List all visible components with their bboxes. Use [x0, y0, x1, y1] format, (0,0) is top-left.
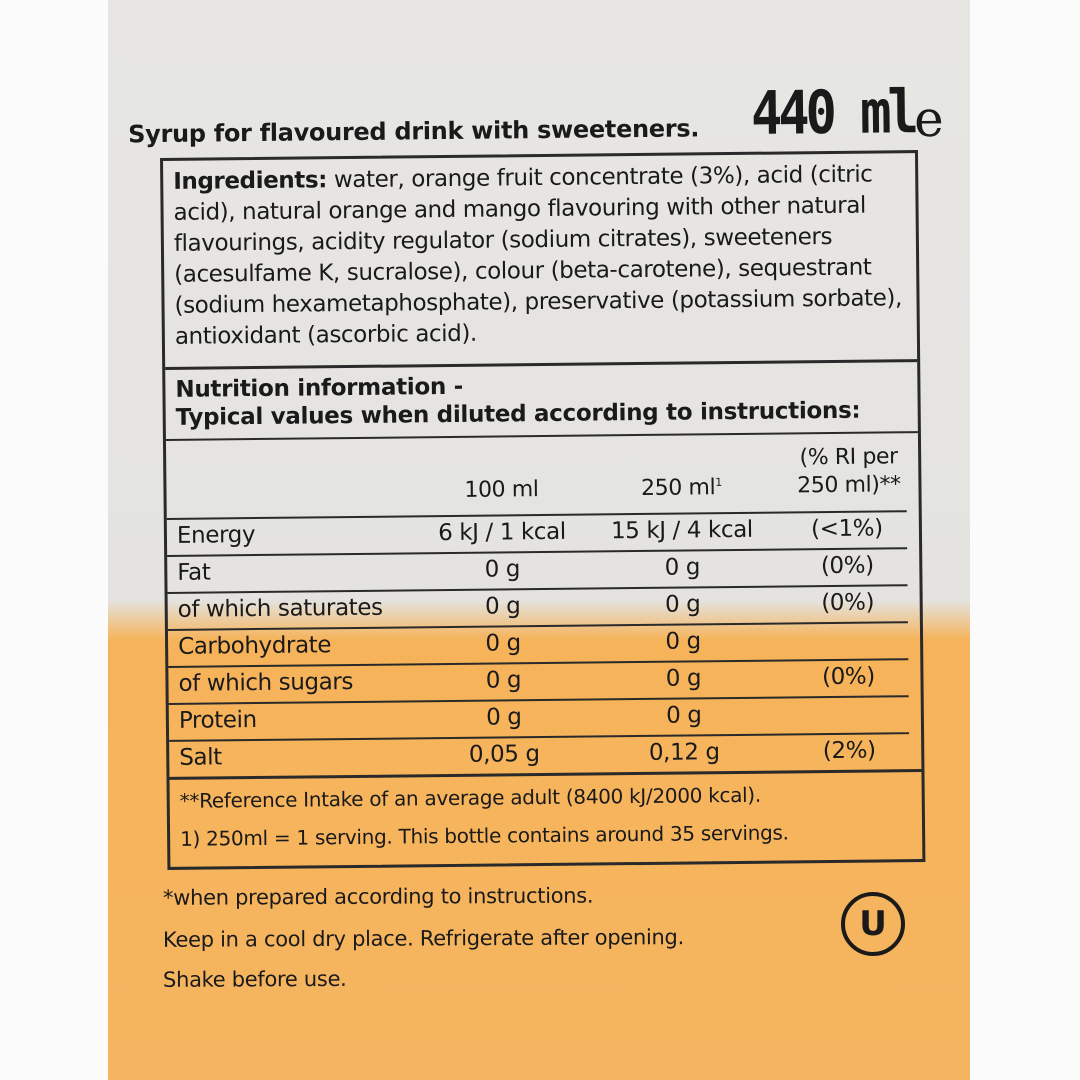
row-value-ri: (0%) — [820, 552, 874, 580]
row-value-100: 6 kJ / 1 kcal — [437, 518, 566, 547]
note-storage: Keep in a cool dry place. Refrigerate after opening. — [162, 925, 684, 952]
row-name: Protein — [178, 707, 257, 734]
headline — [128, 78, 959, 157]
row-value-250: 0 g — [665, 665, 702, 692]
row-name: Fat — [177, 559, 211, 586]
row-value-100: 0 g — [484, 593, 521, 620]
estimated-sign: e — [913, 89, 944, 149]
row-value-ri: (<1%) — [810, 515, 883, 543]
row-value-100: 0 g — [485, 667, 522, 694]
row-value-250: 15 kJ / 4 kcal — [610, 516, 753, 545]
kosher-u-icon: U — [841, 892, 905, 956]
info-panel — [160, 150, 925, 870]
divider — [166, 431, 918, 441]
col-header-ri-line1: (% RI per — [799, 444, 898, 471]
row-value-250: 0 g — [665, 628, 701, 655]
nutrition-title — [175, 368, 916, 432]
row-name: of which saturates — [177, 594, 383, 623]
note-prepared: *when prepared according to instructions. — [162, 883, 594, 910]
col-header-250ml — [606, 475, 756, 502]
row-value-ri: (2%) — [822, 737, 876, 765]
note-shake: Shake before use. — [162, 966, 347, 992]
row-value-250: 0 g — [664, 554, 701, 581]
row-value-ri — [798, 626, 898, 627]
row-value-250: 0 g — [664, 591, 701, 618]
row-value-250: 0 g — [666, 702, 702, 729]
ingredients-heading: Ingredients: — [173, 167, 328, 195]
row-value-100: 0 g — [486, 704, 522, 731]
col-header-ri — [791, 443, 907, 500]
volume: 440 ml — [750, 78, 916, 149]
bottle-label — [108, 0, 970, 1080]
nutrition-title-line2: Typical values when diluted according to instructions: — [175, 397, 861, 431]
col-header-100ml: 100 ml — [464, 477, 539, 503]
ingredients-text: water, orange fruit concentrate (3%), acid (citric acid), natural orange and mango flavouring with other natural flavourings, acidity regulator (sodium citrates), sweeteners (acesulfame K, sucralose), colour (beta-carotene), sequestrant (sodium hexametaphosphate), preservative (potassium sorbate), antioxidant (ascorbic acid). — [173, 161, 903, 350]
row-value-ri: (0%) — [821, 663, 876, 691]
footnote-ri: **Reference Intake of an average adult (8400 kJ/2000 kcal). — [179, 782, 762, 813]
row-value-ri — [799, 700, 899, 701]
row-value-100: 0 g — [485, 630, 521, 657]
footnote-serving: 1) 250ml = 1 serving. This bottle contains around 35 servings. — [180, 820, 789, 851]
row-name: Energy — [176, 522, 256, 549]
col-header-ri-line2: 250 ml)** — [797, 472, 901, 499]
row-value-ri: (0%) — [821, 589, 875, 617]
row-name: of which sugars — [178, 669, 354, 697]
row-name: Carbohydrate — [177, 632, 332, 660]
col-header-250ml-label: 250 ml — [640, 475, 716, 501]
row-value-100: 0,05 g — [468, 741, 540, 768]
ingredients — [173, 159, 915, 353]
nutrition-title-line1: Nutrition information - — [175, 373, 464, 403]
row-value-100: 0 g — [484, 556, 521, 583]
col-header-250ml-sup: 1 — [715, 475, 722, 489]
row-name: Salt — [179, 744, 222, 771]
product-description: Syrup for flavoured drink with sweeteners. — [128, 114, 700, 149]
row-value-250: 0,12 g — [648, 739, 720, 766]
